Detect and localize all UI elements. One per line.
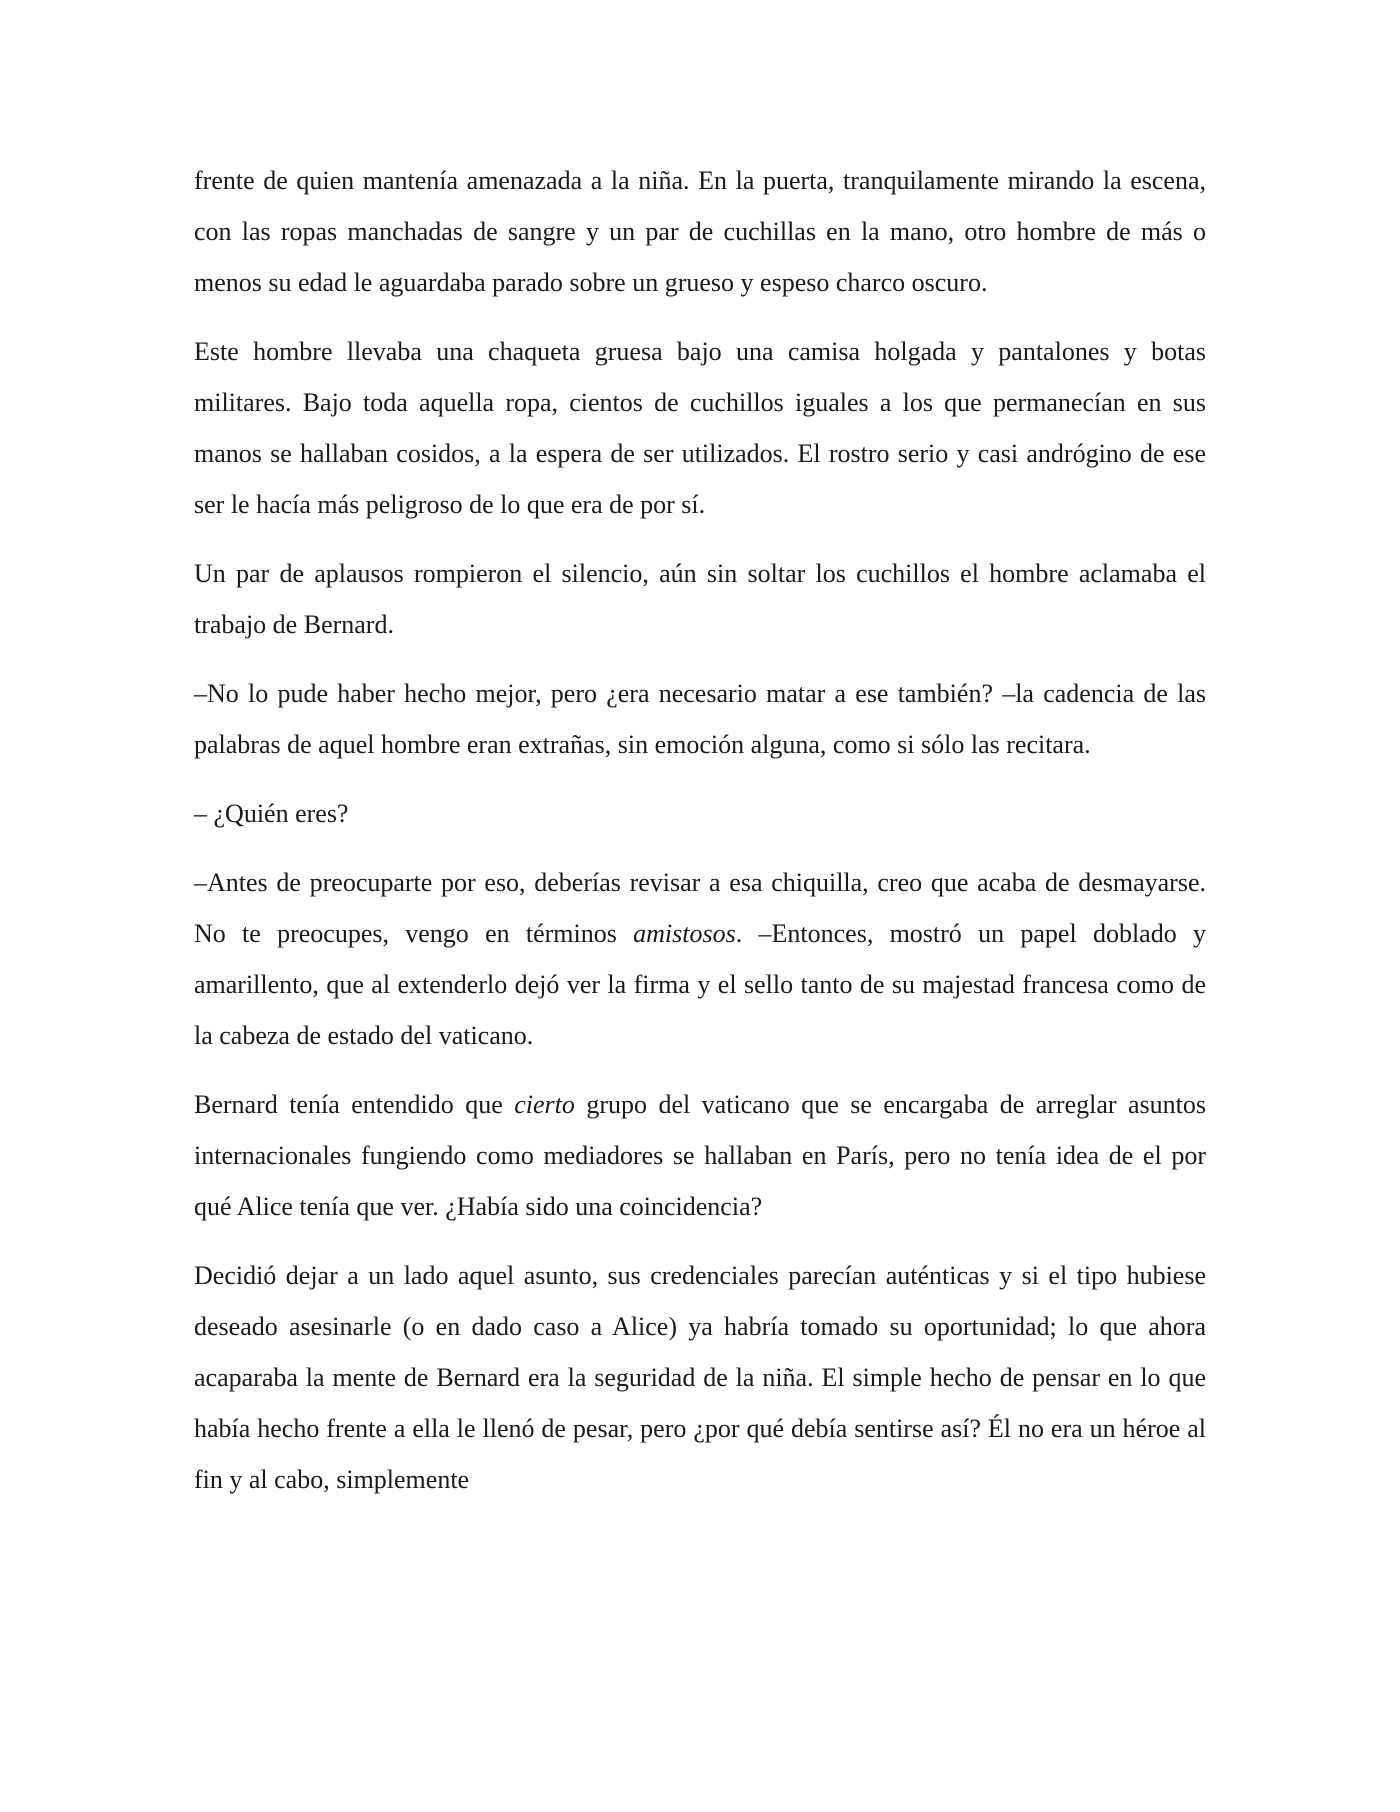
paragraph-text: frente de quien mantenía amenazada a la niña. En la puerta, tranquilamente mirando la escena, con las ropas manchadas de sangre y un par de cuchillas en la mano, otro hombre de más o menos su edad le aguardaba parado sobre un grueso y espeso charco oscuro. <box>194 166 1206 297</box>
paragraph-text: –Antes de preocuparte por eso, deberías revisar a esa chiquilla, creo que acaba de desmayarse. No te preocupes, vengo en términos <box>194 868 1206 948</box>
document-page <box>194 155 1206 1505</box>
paragraph-7 <box>194 1079 1206 1232</box>
paragraph-text: – ¿Quién eres? <box>194 799 349 828</box>
paragraph-5 <box>194 788 1206 839</box>
paragraph-text: grupo del vaticano que se encargaba de arreglar asuntos internacionales fungiendo como mediadores se hallaban en París, pero no tenía idea de el por qué Alice tenía que ver. ¿Había sido una coincidencia? <box>194 1090 1206 1221</box>
paragraph-text: Decidió dejar a un lado aquel asunto, sus credenciales parecían auténticas y si el tipo hubiese deseado asesinarle (o en dado caso a Alice) ya habría tomado su oportunidad; lo que ahora acaparaba la mente de Bernard era la seguridad de la niña. El simple hecho de pensar en lo que había hecho frente a ella le llenó de pesar, pero ¿por qué debía sentirse así? Él no era un héroe al fin y al cabo, simplemente <box>194 1261 1206 1494</box>
paragraph-text: Un par de aplausos rompieron el silencio, aún sin soltar los cuchillos el hombre aclamaba el trabajo de Bernard. <box>194 559 1206 639</box>
italic-word: cierto <box>514 1090 575 1119</box>
paragraph-text: Bernard tenía entendido que <box>194 1090 515 1119</box>
paragraph-3 <box>194 548 1206 650</box>
paragraph-6 <box>194 857 1206 1061</box>
italic-word: amistosos <box>633 919 736 948</box>
paragraph-text: Este hombre llevaba una chaqueta gruesa bajo una camisa holgada y pantalones y botas militares. Bajo toda aquella ropa, cientos de cuchillos iguales a los que permanecían en sus manos se hallaban cosidos, a la espera de ser utilizados. El rostro serio y casi andrógino de ese ser le hacía más peligroso de lo que era de por sí. <box>194 337 1206 519</box>
paragraph-text: –No lo pude haber hecho mejor, pero ¿era necesario matar a ese también? –la cadencia de las palabras de aquel hombre eran extrañas, sin emoción alguna, como si sólo las recitara. <box>194 679 1206 759</box>
paragraph-2 <box>194 326 1206 530</box>
paragraph-1 <box>194 155 1206 308</box>
paragraph-text: . –Entonces, mostró un papel doblado y amarillento, que al extenderlo dejó ver la firma y el sello tanto de su majestad francesa como de la cabeza de estado del vaticano. <box>194 919 1206 1050</box>
paragraph-4 <box>194 668 1206 770</box>
paragraph-8 <box>194 1250 1206 1505</box>
